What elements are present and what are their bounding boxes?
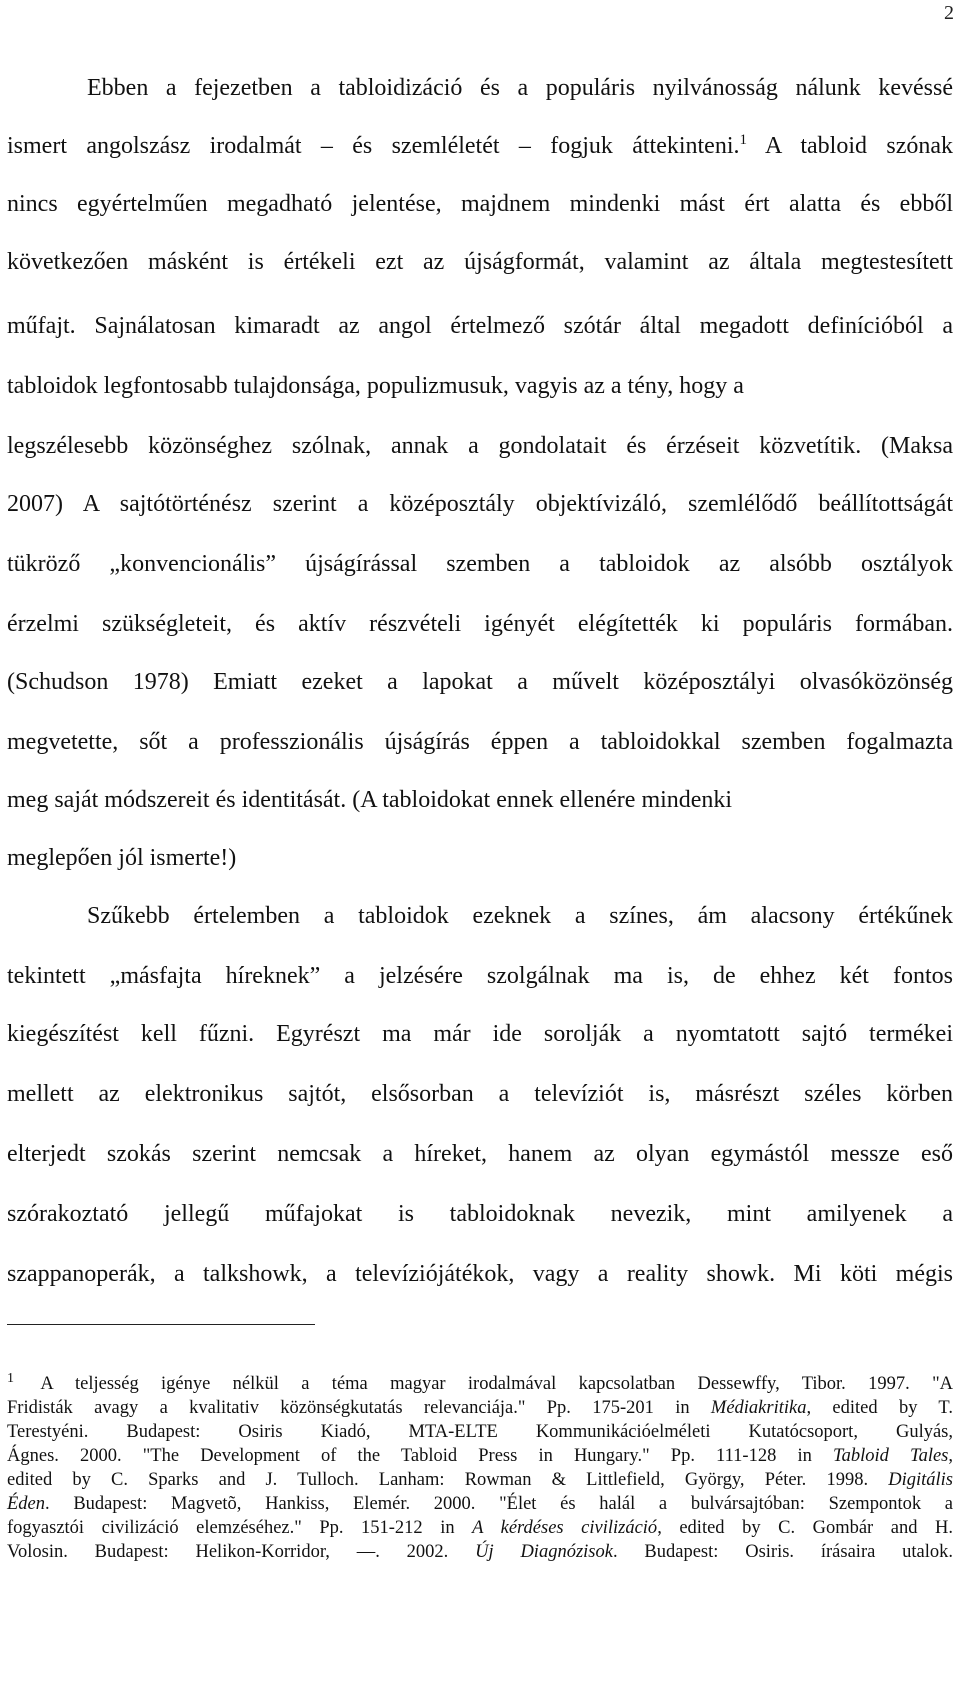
- body-line: legszélesebb közönséghez szólnak, annak a gondolatait és érzéseit közvetítik. (Maksa: [7, 433, 953, 459]
- page-number: 2: [944, 2, 954, 24]
- body-line: megvetette, sőt a professzionális újságírás éppen a tabloidokkal szemben fogalmazta: [7, 729, 953, 755]
- footnote-line: [7, 1396, 953, 1420]
- body-line: meg saját módszereit és identitását. (A tabloidokat ennek ellenére mindenki: [7, 787, 733, 813]
- body-line: tabloidok legfontosabb tulajdonsága, populizmusuk, vagyis az a tény, hogy a: [7, 373, 744, 399]
- body-line: mellett az elektronikus sajtót, elsősorban a televíziót is, másrészt széles körben: [7, 1081, 953, 1107]
- body-line: kiegészítést kell fűzni. Egyrészt ma már ide sorolják a nyomtatott sajtó termékei: [7, 1021, 953, 1047]
- body-line: [7, 128, 953, 164]
- body-line: tekintett „másfajta híreknek” a jelzésére szolgálnak ma is, de ehhez két fontos: [7, 963, 953, 989]
- footnote-mark: 1: [7, 1371, 14, 1386]
- body-line: műfajt. Sajnálatosan kimaradt az angol értelmező szótár által megadott definícióból a: [7, 313, 953, 339]
- footnote-line: [7, 1492, 953, 1516]
- footnote-title: Digitális: [888, 1470, 953, 1490]
- footnote-line: [7, 1468, 953, 1492]
- footnote-text: fogyasztói civilizáció elemzéséhez." Pp. 151-212 in: [7, 1518, 473, 1538]
- body-line-text: A tabloid szónak: [747, 133, 953, 159]
- footnote-text: Terestyéni. Budapest: Osiris Kiadó, MTA-ELTE Kommunikációelméleti Kutatócsoport, Gulyás,: [7, 1422, 953, 1442]
- body-line-text: ismert angolszász irodalmát – és szemléletét – fogjuk áttekinteni.: [7, 133, 740, 159]
- footnote-separator: [7, 1324, 315, 1325]
- footnote-title: Éden: [7, 1494, 46, 1514]
- footnote-text: ,: [948, 1446, 953, 1466]
- body-line: Szűkebb értelemben a tabloidok ezeknek a színes, ám alacsony értékűnek: [87, 903, 953, 929]
- footnote-text: edited by C. Sparks and J. Tulloch. Lanham: Rowman & Littlefield, György, Péter. 1998.: [7, 1470, 889, 1490]
- footnote-title: Tabloid Tales: [832, 1446, 949, 1466]
- footnote-title: A kérdéses civilizáció: [472, 1518, 658, 1538]
- footnote-title: Új Diagnózisok: [475, 1542, 613, 1562]
- footnote-text: . Budapest: Osiris. írásaira utalok.: [612, 1542, 954, 1562]
- footnote-line: [7, 1372, 953, 1396]
- footnote-reference[interactable]: 1: [739, 132, 747, 148]
- body-line: következően másként is értékeli ezt az újságformát, valamint az általa megtestesített: [7, 249, 953, 275]
- body-line: meglepően jól ismerte!): [7, 845, 237, 871]
- body-line: tükröző „konvencionális” újságírással szemben a tabloidok az alsóbb osztályok: [7, 551, 953, 577]
- footnote-text: Volosin. Budapest: Helikon-Korridor, —. 2002.: [7, 1542, 476, 1562]
- footnote-line: [7, 1540, 953, 1564]
- body-line: Ebben a fejezetben a tabloidizáció és a populáris nyilvánosság nálunk kevéssé: [87, 75, 953, 101]
- body-line: 2007) A sajtótörténész szerint a középosztály objektívizáló, szemlélődő beállítottságát: [7, 491, 953, 517]
- footnote-text: Ágnes. 2000. "The Development of the Tabloid Press in Hungary." Pp. 111-128 in: [7, 1446, 833, 1466]
- body-line: nincs egyértelműen megadható jelentése, majdnem mindenki mást ért alatta és ebből: [7, 191, 953, 217]
- footnote-line: [7, 1516, 953, 1540]
- footnote-line: [7, 1444, 953, 1468]
- body-line: érzelmi szükségleteit, és aktív részvételi igényét elégítették ki populáris formában.: [7, 611, 953, 637]
- body-line: szórakoztató jellegű műfajokat is tabloidoknak nevezik, mint amilyenek a: [7, 1201, 953, 1227]
- footnote-title: Médiakritika: [710, 1398, 807, 1418]
- body-line: (Schudson 1978) Emiatt ezeket a lapokat a művelt középosztályi olvasóközönség: [7, 669, 953, 695]
- footnote-text: Fridisták avagy a kvalitativ közönségkutatás relevanciája." Pp. 175-201 in: [7, 1398, 711, 1418]
- body-line: szappanoperák, a talkshowk, a televíziójátékok, vagy a reality showk. Mi köti mégis: [7, 1261, 953, 1287]
- footnote-text: A teljesség igénye nélkül a téma magyar irodalmával kapcsolatban Dessewffy, Tibor. 1997. "A: [19, 1374, 953, 1394]
- footnote-text: , edited by C. Gombár and H.: [657, 1518, 953, 1538]
- footnote-text: , edited by T.: [806, 1398, 953, 1418]
- footnote-line: [7, 1420, 953, 1444]
- body-line: elterjedt szokás szerint nemcsak a híreket, hanem az olyan egymástól messze eső: [7, 1141, 953, 1167]
- footnote-text: . Budapest: Magvetõ, Hankiss, Elemér. 2000. "Élet és halál a bulvársajtóban: Szempontok a: [45, 1494, 953, 1514]
